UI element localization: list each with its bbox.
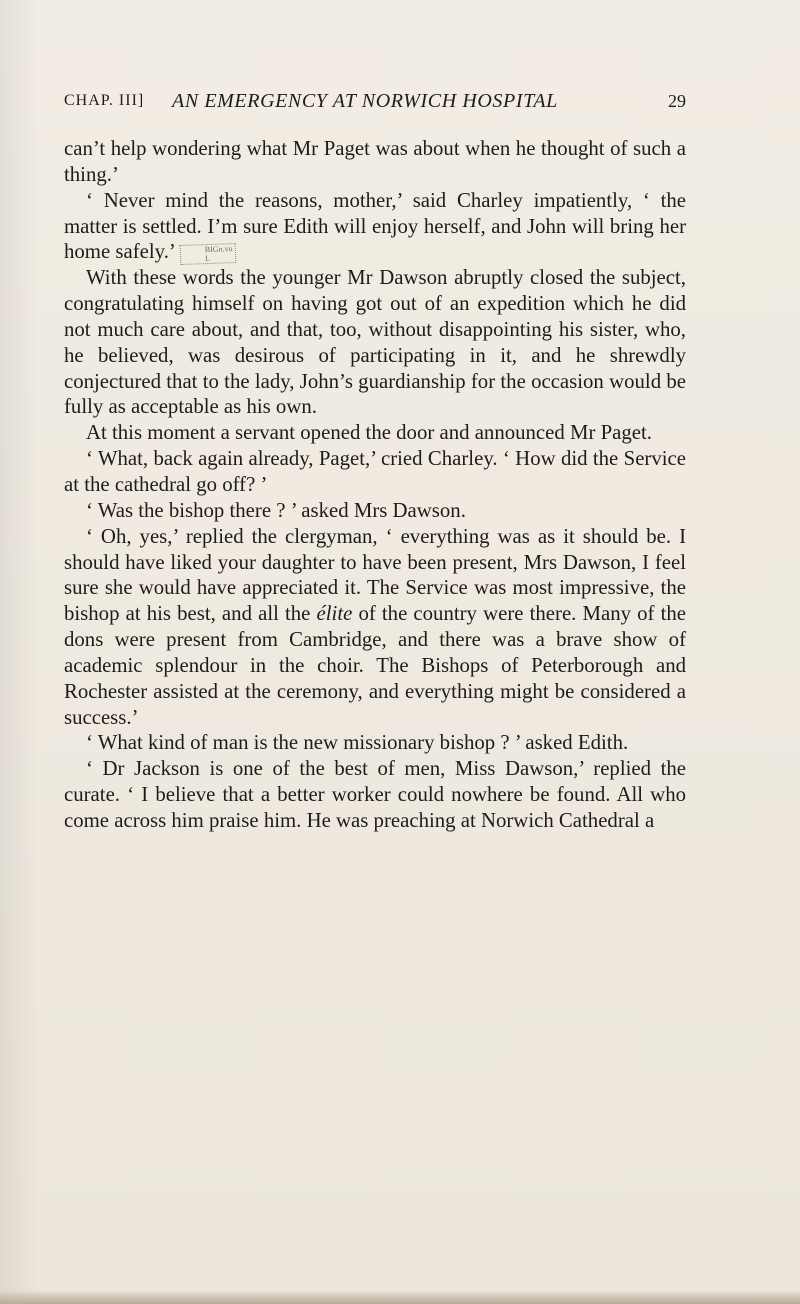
chapter-label: CHAP. III] <box>64 92 145 109</box>
paragraph: can’t help wondering what Mr Paget was about when he thought of such a thing.’ <box>64 137 686 186</box>
emphasis-elite: élite <box>316 602 353 626</box>
library-stamp: BIGn.vu L <box>180 243 236 265</box>
paragraph: With these words the younger Mr Dawson abruptly closed the subject, congratulating himself on having got out of an expedition which he did not much care about, and that, too, without disappointing his sister, who, he believed, was desirous of participating in it, and he shrewdly conjectured that to the lady, John’s guardianship for the occasion would be fully as acceptable as his own. <box>64 266 686 419</box>
paragraph: ‘ What kind of man is the new missionary bishop ? ’ asked Edith. <box>86 731 629 755</box>
paragraph: At this moment a servant opened the door and announced Mr Paget. <box>86 421 652 445</box>
paragraph: ‘ Dr Jackson is one of the best of men, Miss Dawson,’ replied the curate. ‘ I believe that a better worker could nowhere be found. All who come across him praise him. He was preaching at Norwich Cathedral a <box>64 757 686 832</box>
paragraph: ‘ Oh, yes,’ replied the clergyman, ‘ everything was as it should be. I should have liked your daughter to have been present, Mrs Dawson, I feel sure she would have appreciated it. The Service was most impressive, the bishop at his best, and all the élite of the country were there. Many of the dons were present from Cambridge, and there was a brave show of academic splendour in the choir. The Bishops of Peterborough and Rochester assisted at the ceremony, and everything might be considered a success.’ <box>64 524 686 729</box>
page-bottom-edge <box>0 1290 800 1304</box>
page-number: 29 <box>668 91 686 111</box>
paragraph: ‘ Was the bishop there ? ’ asked Mrs Dawson. <box>86 498 466 522</box>
body-text <box>64 136 686 834</box>
running-header <box>64 86 686 116</box>
running-title: AN EMERGENCY AT NORWICH HOSPITAL <box>172 90 558 112</box>
paragraph: ‘ Never mind the reasons, mother,’ said Charley impatiently, ‘ the matter is settled. I’m sure Edith will enjoy herself, and John will bring her home safely.’ BIGn.vu L <box>64 188 686 264</box>
paragraph: ‘ What, back again already, Paget,’ cried Charley. ‘ How did the Service at the cathedral go off? ’ <box>64 447 686 496</box>
